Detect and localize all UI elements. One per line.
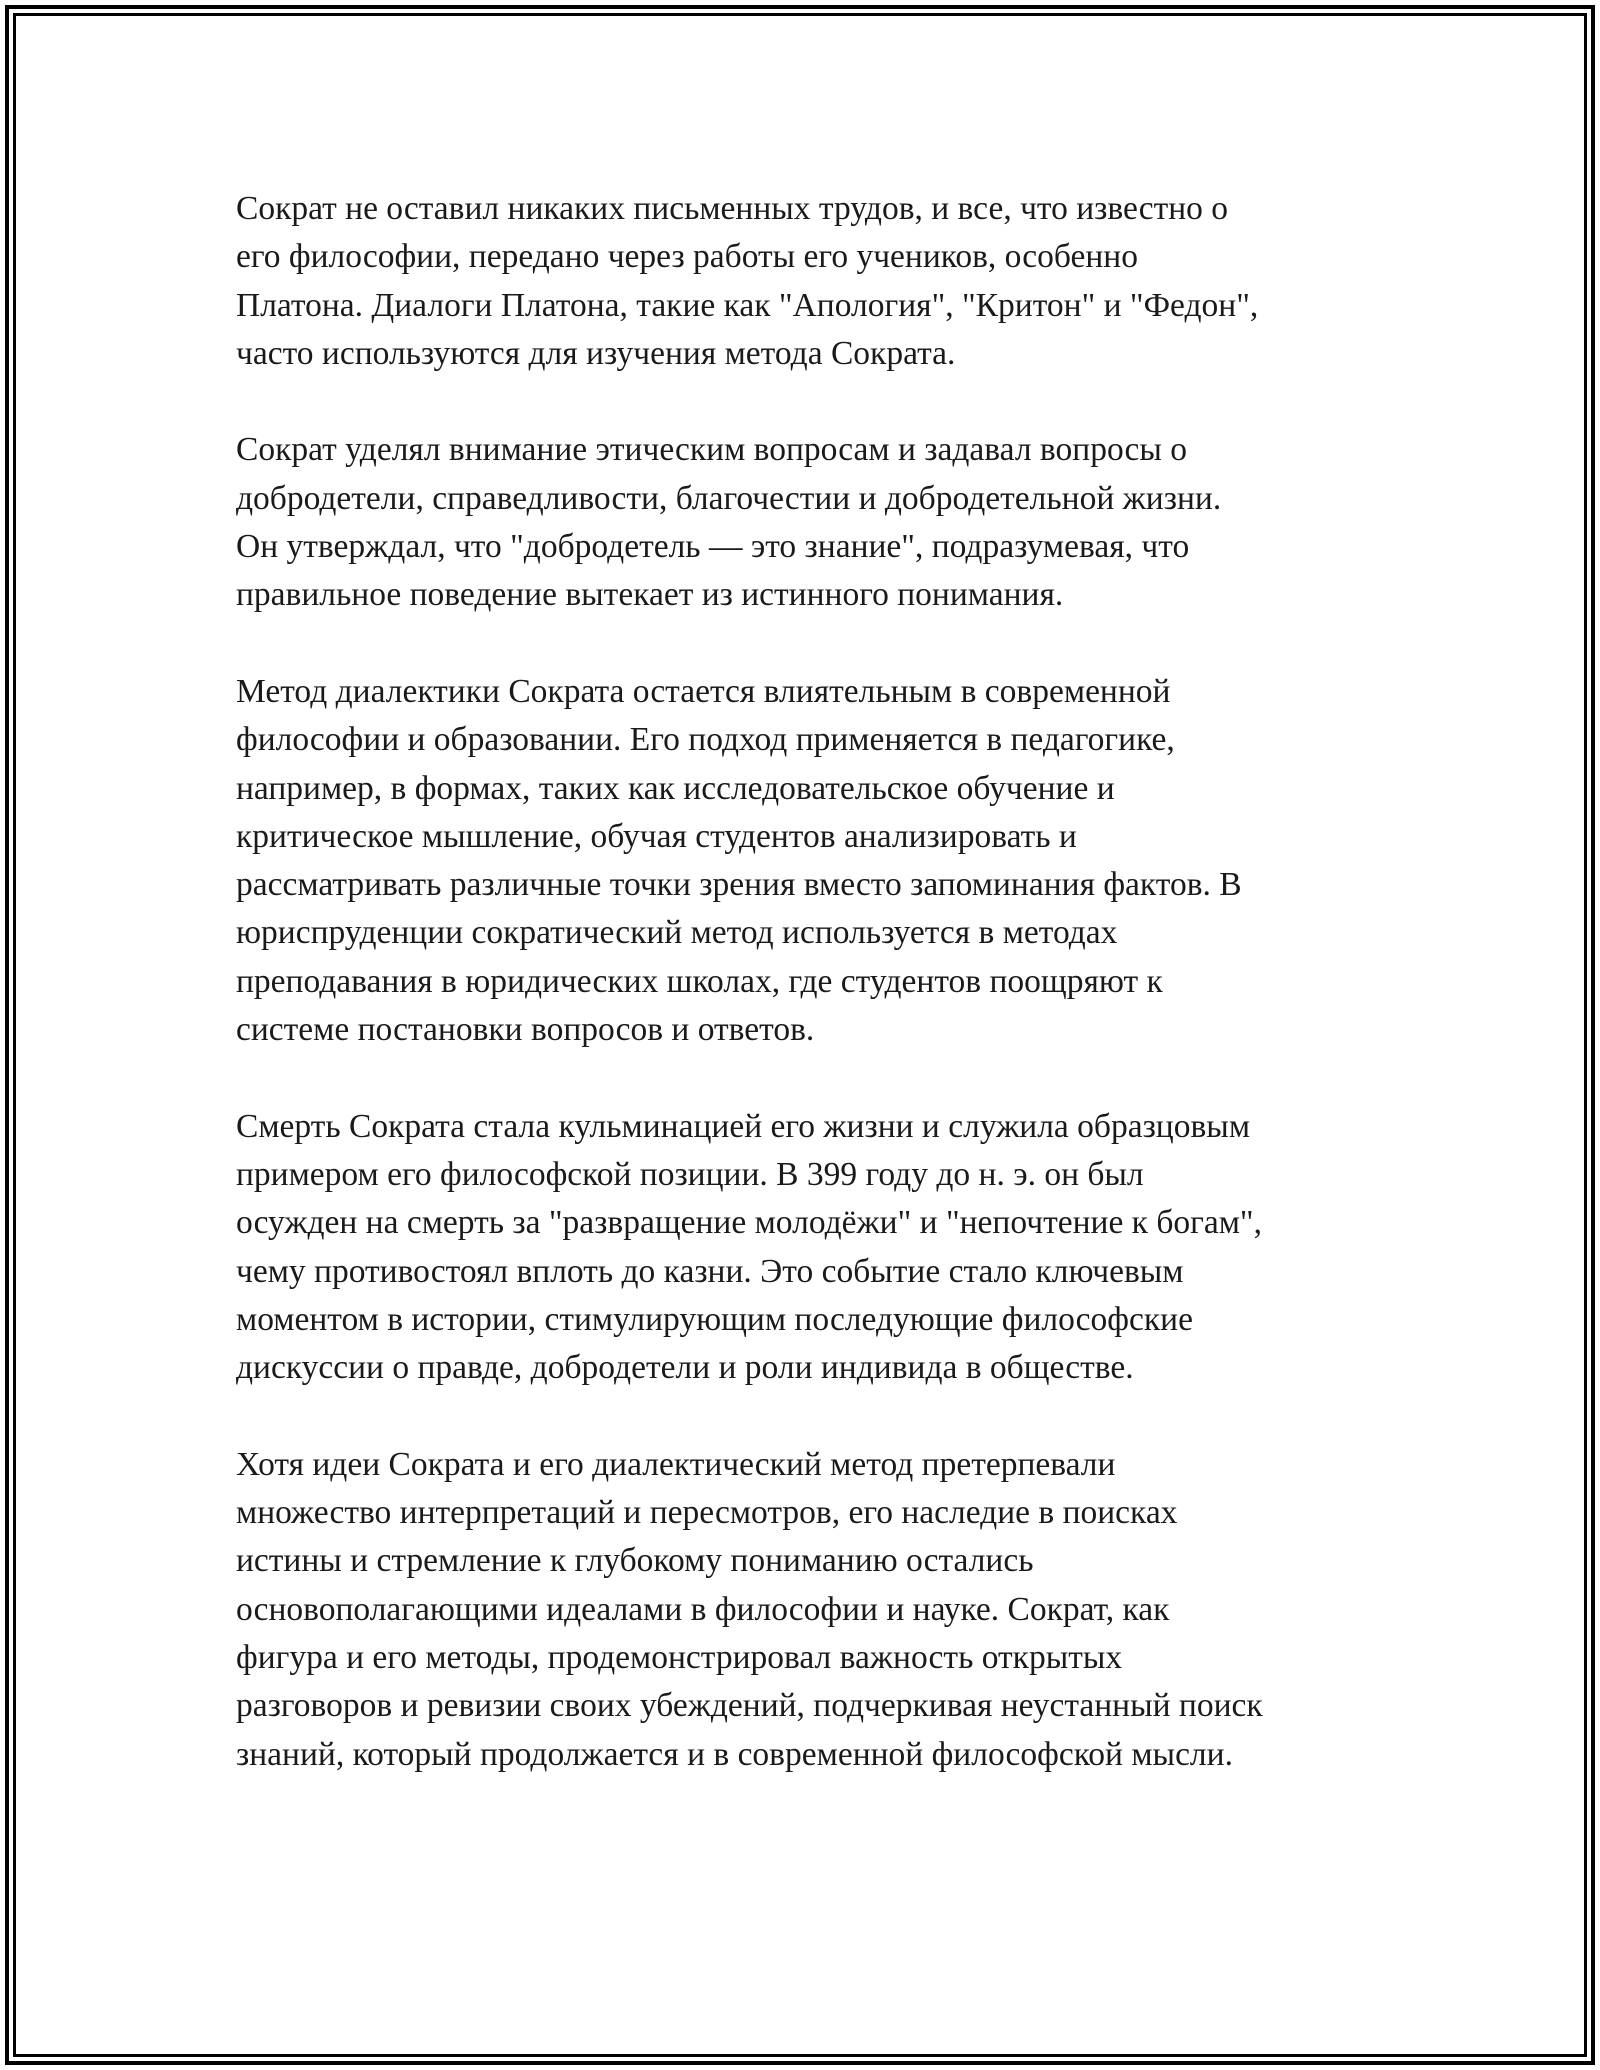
text-line: разговоров и ревизии своих убеждений, подчеркивая неустанный поиск xyxy=(236,1687,1263,1725)
text-line: правильное поведение вытекает из истинного понимания. xyxy=(236,576,1064,614)
text-line: чему противостоял вплоть до казни. Это событие стало ключевым xyxy=(236,1252,1184,1290)
text-line: его философии, передано через работы его учеников, особенно xyxy=(236,238,1138,276)
text-line: Он утверждал, что "добродетель — это знание", подразумевая, что xyxy=(236,528,1190,566)
paragraph-ethics xyxy=(236,426,1396,619)
text-line: Сократ не оставил никаких письменных трудов, и все, что известно о xyxy=(236,190,1229,227)
text-line: например, в формах, таких как исследовательское обучение и xyxy=(236,769,1115,807)
paragraph-death xyxy=(236,1103,1396,1393)
text-line: Смерть Сократа стала кульминацией его жизни и служила образцовым xyxy=(236,1107,1251,1145)
text-line: Платона. Диалоги Платона, такие как "Апология", "Критон" и "Федон", xyxy=(236,286,1259,324)
text-line: Хотя идеи Сократа и его диалектический метод претерпевали xyxy=(236,1445,1116,1483)
text-line: фигура и его методы, продемонстрировал важность открытых xyxy=(236,1638,1123,1676)
text-line: преподавания в юридических школах, где студентов поощряют к xyxy=(236,962,1163,1000)
paragraph-sources xyxy=(236,185,1396,378)
text-line: истины и стремление к глубокому пониманию остались xyxy=(236,1542,1034,1580)
text-line: Сократ уделял внимание этическим вопросам и задавал вопросы о xyxy=(236,431,1188,469)
text-line: дискуссии о правде, добродетели и роли индивида в обществе. xyxy=(236,1349,1134,1387)
text-line: множество интерпретаций и пересмотров, его наследие в поисках xyxy=(236,1494,1178,1532)
text-line: критическое мышление, обучая студентов анализировать и xyxy=(236,817,1077,855)
text-line: системе постановки вопросов и ответов. xyxy=(236,1011,815,1049)
text-line: рассматривать различные точки зрения вместо запоминания фактов. В xyxy=(236,866,1242,904)
document-body xyxy=(236,185,1396,1827)
text-line: философии и образовании. Его подход применяется в педагогике, xyxy=(236,721,1175,759)
text-line: часто используются для изучения метода Сократа. xyxy=(236,334,956,372)
text-line: Метод диалектики Сократа остается влиятельным в современной xyxy=(236,672,1171,710)
text-line: осужден на смерть за "развращение молодёжи" и "непочтение к богам", xyxy=(236,1204,1262,1242)
paragraph-legacy xyxy=(236,1441,1396,1779)
text-line: примером его философской позиции. В 399 году до н. э. он был xyxy=(236,1155,1144,1193)
paragraph-dialectic-method xyxy=(236,668,1396,1054)
text-line: моментом в истории, стимулирующим последующие философские xyxy=(236,1300,1193,1338)
text-line: знаний, который продолжается и в современной философской мысли. xyxy=(236,1735,1233,1773)
text-line: юриспруденции сократический метод используется в методах xyxy=(236,914,1118,952)
text-line: основополагающими идеалами в философии и науке. Сократ, как xyxy=(236,1590,1170,1628)
text-line: добродетели, справедливости, благочестии и добродетельной жизни. xyxy=(236,479,1222,517)
